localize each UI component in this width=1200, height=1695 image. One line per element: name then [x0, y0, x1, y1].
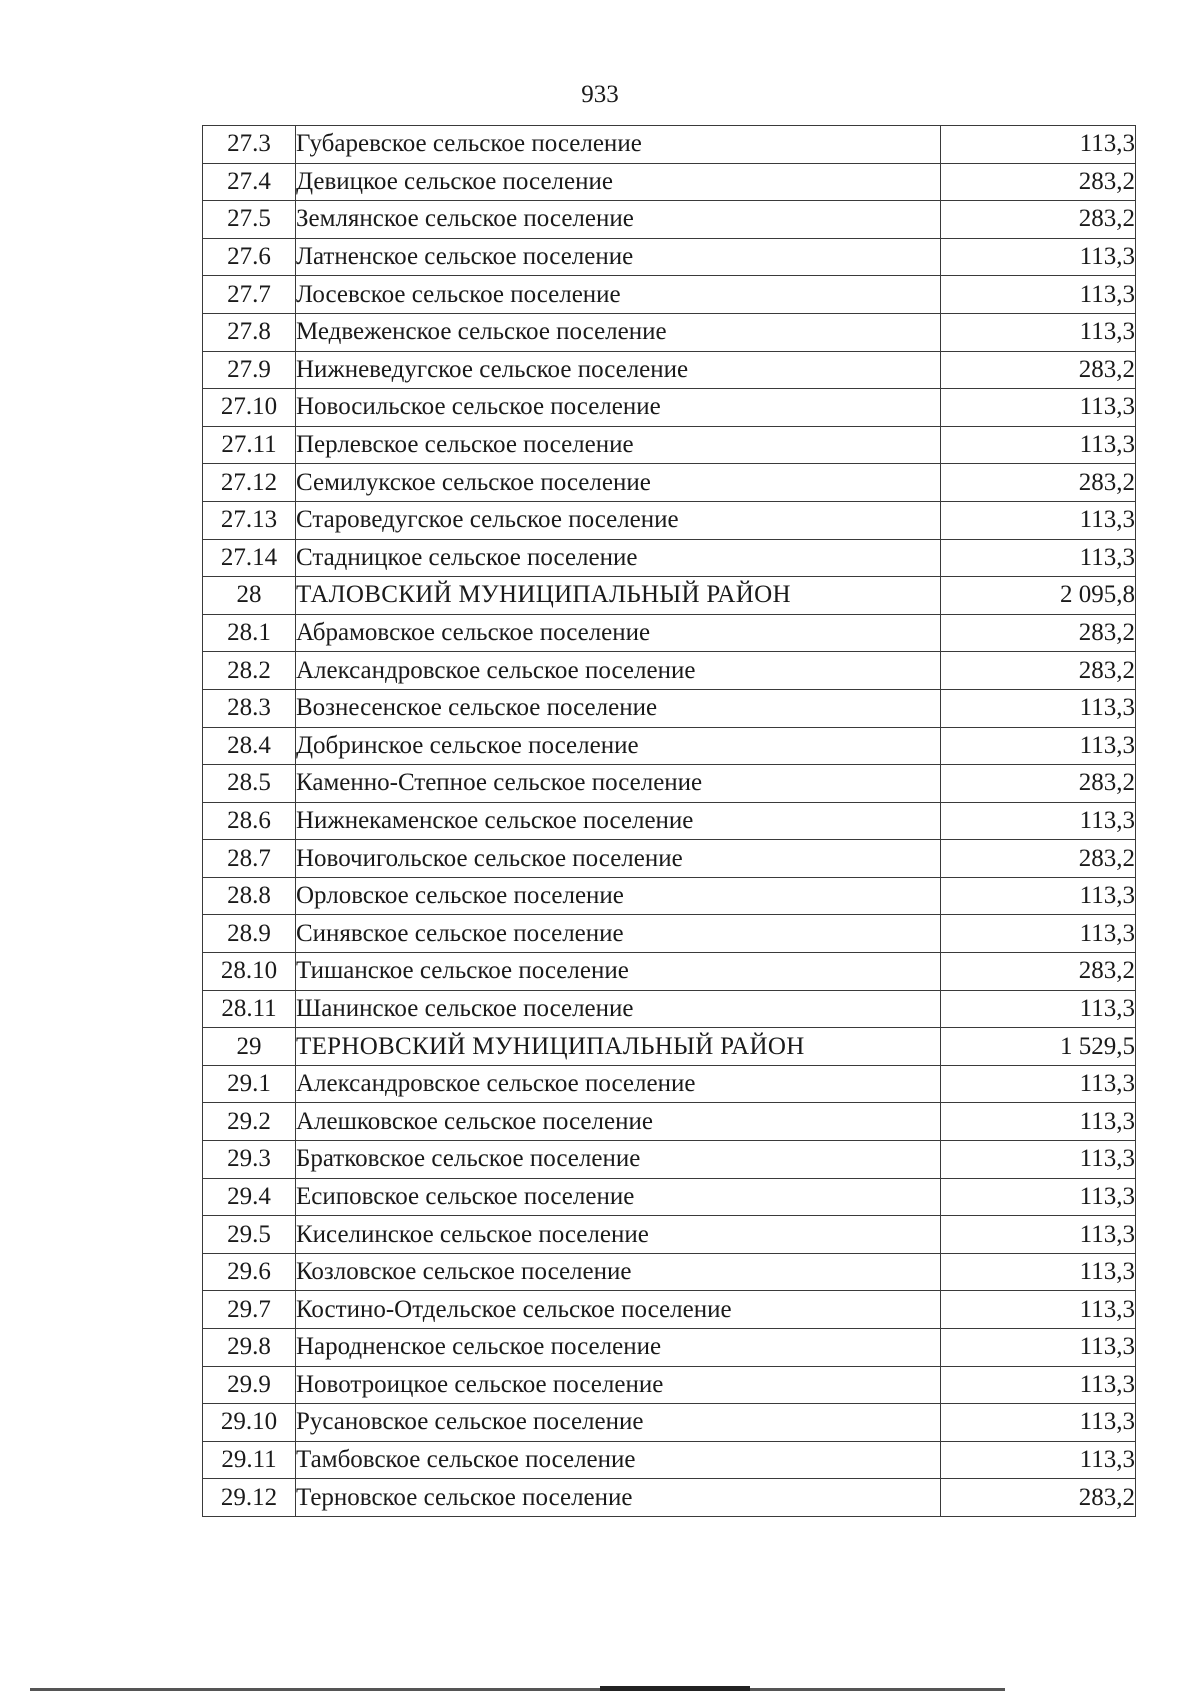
table-row: [203, 990, 1136, 1028]
table-row: [203, 276, 1136, 314]
row-name: Козловское сельское поселение: [296, 1253, 941, 1291]
table-row: [203, 1366, 1136, 1404]
row-number: 28.6: [203, 802, 296, 840]
table-row: [203, 727, 1136, 765]
row-name: Шанинское сельское поселение: [296, 990, 941, 1028]
row-name: Семилукское сельское поселение: [296, 464, 941, 502]
table-row: [203, 689, 1136, 727]
table-row: [203, 464, 1136, 502]
footer-rule: [30, 1688, 1005, 1691]
row-value: 283,2: [941, 652, 1136, 690]
row-name: Староведугское сельское поселение: [296, 501, 941, 539]
table-row: [203, 1329, 1136, 1367]
row-value: 113,3: [941, 877, 1136, 915]
row-name: ТАЛОВСКИЙ МУНИЦИПАЛЬНЫЙ РАЙОН: [296, 577, 941, 615]
table-row: [203, 389, 1136, 427]
district-row: [203, 577, 1136, 615]
row-number: 29.3: [203, 1141, 296, 1179]
row-number: 29.5: [203, 1216, 296, 1254]
table-row: [203, 1291, 1136, 1329]
row-value: 113,3: [941, 1253, 1136, 1291]
settlements-table: [202, 125, 1136, 1517]
row-number: 28.3: [203, 689, 296, 727]
row-value: 113,3: [941, 1216, 1136, 1254]
row-value: 113,3: [941, 1291, 1136, 1329]
row-name: Синявское сельское поселение: [296, 915, 941, 953]
row-number: 28.9: [203, 915, 296, 953]
row-name: Новосильское сельское поселение: [296, 389, 941, 427]
row-value: 113,3: [941, 539, 1136, 577]
row-number: 27.14: [203, 539, 296, 577]
row-name: Киселинское сельское поселение: [296, 1216, 941, 1254]
row-number: 27.8: [203, 313, 296, 351]
table-row: [203, 201, 1136, 239]
row-name: Тамбовское сельское поселение: [296, 1441, 941, 1479]
row-name: Абрамовское сельское поселение: [296, 614, 941, 652]
row-name: Медвеженское сельское поселение: [296, 313, 941, 351]
row-value: 113,3: [941, 990, 1136, 1028]
row-name: Александровское сельское поселение: [296, 652, 941, 690]
row-number: 27.5: [203, 201, 296, 239]
row-value: 283,2: [941, 351, 1136, 389]
row-name: Братковское сельское поселение: [296, 1141, 941, 1179]
row-name: Латненское сельское поселение: [296, 238, 941, 276]
row-value: 113,3: [941, 1329, 1136, 1367]
row-value: 113,3: [941, 689, 1136, 727]
row-number: 29.4: [203, 1178, 296, 1216]
row-value: 283,2: [941, 1479, 1136, 1517]
row-name: Нижневедугское сельское поселение: [296, 351, 941, 389]
row-number: 27.9: [203, 351, 296, 389]
row-name: Костино-Отдельское сельское поселение: [296, 1291, 941, 1329]
table-row: [203, 351, 1136, 389]
row-number: 27.6: [203, 238, 296, 276]
row-name: Терновское сельское поселение: [296, 1479, 941, 1517]
table-row: [203, 765, 1136, 803]
row-value: 283,2: [941, 840, 1136, 878]
row-number: 29.6: [203, 1253, 296, 1291]
row-number: 29.2: [203, 1103, 296, 1141]
row-value: 113,3: [941, 915, 1136, 953]
row-value: 113,3: [941, 1178, 1136, 1216]
table-row: [203, 313, 1136, 351]
row-number: 29.7: [203, 1291, 296, 1329]
page-number: 933: [581, 81, 619, 108]
row-name: Новотроицкое сельское поселение: [296, 1366, 941, 1404]
row-number: 28.2: [203, 652, 296, 690]
table-row: [203, 652, 1136, 690]
row-number: 29: [203, 1028, 296, 1066]
row-number: 29.11: [203, 1441, 296, 1479]
row-name: Есиповское сельское поселение: [296, 1178, 941, 1216]
row-name: Тишанское сельское поселение: [296, 953, 941, 991]
row-value: 113,3: [941, 1404, 1136, 1442]
table-row: [203, 1253, 1136, 1291]
table-row: [203, 163, 1136, 201]
row-value: 113,3: [941, 389, 1136, 427]
row-value: 113,3: [941, 313, 1136, 351]
row-number: 28.4: [203, 727, 296, 765]
row-number: 28.7: [203, 840, 296, 878]
row-number: 28.11: [203, 990, 296, 1028]
row-number: 27.4: [203, 163, 296, 201]
row-number: 28.5: [203, 765, 296, 803]
row-value: 113,3: [941, 276, 1136, 314]
row-value: 283,2: [941, 201, 1136, 239]
row-number: 27.11: [203, 426, 296, 464]
table-row: [203, 426, 1136, 464]
table-body: [203, 126, 1136, 1517]
table-row: [203, 1404, 1136, 1442]
row-number: 27.12: [203, 464, 296, 502]
row-number: 28.8: [203, 877, 296, 915]
row-number: 29.10: [203, 1404, 296, 1442]
row-value: 113,3: [941, 426, 1136, 464]
table-row: [203, 840, 1136, 878]
table-row: [203, 877, 1136, 915]
row-name: Русановское сельское поселение: [296, 1404, 941, 1442]
footer-rule-dark: [600, 1686, 750, 1691]
row-number: 29.8: [203, 1329, 296, 1367]
row-name: ТЕРНОВСКИЙ МУНИЦИПАЛЬНЫЙ РАЙОН: [296, 1028, 941, 1066]
table-row: [203, 614, 1136, 652]
row-name: Стадницкое сельское поселение: [296, 539, 941, 577]
row-number: 27.3: [203, 126, 296, 164]
row-value: 2 095,8: [941, 577, 1136, 615]
row-value: 283,2: [941, 614, 1136, 652]
row-name: Орловское сельское поселение: [296, 877, 941, 915]
table-row: [203, 1065, 1136, 1103]
row-value: 113,3: [941, 727, 1136, 765]
row-value: 283,2: [941, 163, 1136, 201]
table-row: [203, 1141, 1136, 1179]
row-value: 113,3: [941, 1366, 1136, 1404]
row-name: Вознесенское сельское поселение: [296, 689, 941, 727]
row-value: 113,3: [941, 802, 1136, 840]
table-row: [203, 953, 1136, 991]
row-number: 27.10: [203, 389, 296, 427]
row-name: Губаревское сельское поселение: [296, 126, 941, 164]
row-number: 27.13: [203, 501, 296, 539]
table-row: [203, 126, 1136, 164]
row-number: 29.12: [203, 1479, 296, 1517]
row-value: 113,3: [941, 1065, 1136, 1103]
table-row: [203, 1216, 1136, 1254]
row-name: Девицкое сельское поселение: [296, 163, 941, 201]
row-number: 28: [203, 577, 296, 615]
row-value: 113,3: [941, 1441, 1136, 1479]
table-row: [203, 238, 1136, 276]
row-number: 27.7: [203, 276, 296, 314]
row-value: 283,2: [941, 765, 1136, 803]
row-number: 29.9: [203, 1366, 296, 1404]
row-name: Лосевское сельское поселение: [296, 276, 941, 314]
district-row: [203, 1028, 1136, 1066]
row-name: Народненское сельское поселение: [296, 1329, 941, 1367]
table-row: [203, 539, 1136, 577]
table-row: [203, 1479, 1136, 1517]
table-row: [203, 1178, 1136, 1216]
table-row: [203, 915, 1136, 953]
row-value: 113,3: [941, 126, 1136, 164]
row-name: Александровское сельское поселение: [296, 1065, 941, 1103]
row-name: Алешковское сельское поселение: [296, 1103, 941, 1141]
row-name: Перлевское сельское поселение: [296, 426, 941, 464]
table-row: [203, 802, 1136, 840]
row-value: 283,2: [941, 464, 1136, 502]
row-number: 28.1: [203, 614, 296, 652]
row-number: 28.10: [203, 953, 296, 991]
row-value: 113,3: [941, 1103, 1136, 1141]
table-row: [203, 1441, 1136, 1479]
row-name: Землянское сельское поселение: [296, 201, 941, 239]
table-row: [203, 501, 1136, 539]
row-name: Добринское сельское поселение: [296, 727, 941, 765]
row-name: Новочигольское сельское поселение: [296, 840, 941, 878]
row-value: 1 529,5: [941, 1028, 1136, 1066]
row-value: 113,3: [941, 501, 1136, 539]
row-value: 283,2: [941, 953, 1136, 991]
row-value: 113,3: [941, 238, 1136, 276]
row-name: Нижнекаменское сельское поселение: [296, 802, 941, 840]
row-number: 29.1: [203, 1065, 296, 1103]
row-name: Каменно-Степное сельское поселение: [296, 765, 941, 803]
table-row: [203, 1103, 1136, 1141]
row-value: 113,3: [941, 1141, 1136, 1179]
